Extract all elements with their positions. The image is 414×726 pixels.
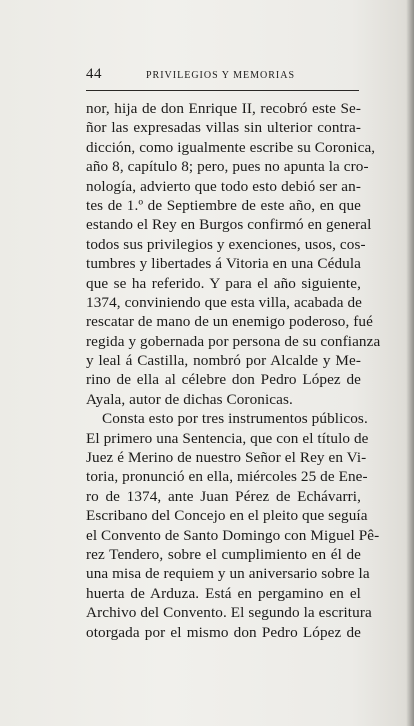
text-line: Archivo del Convento. El segundo la escritura (86, 604, 372, 622)
page-header (86, 66, 360, 86)
page-edge-shadow (406, 0, 414, 726)
text-line: rez Tendero, sobre el cumplimiento en él de (86, 545, 361, 563)
text-line: el Convento de Santo Domingo con Miguel Pê- (86, 526, 380, 544)
text-line: y leal á Castilla, nombró por Alcalde y Me- (86, 352, 361, 370)
text-line: estando el Rey en Burgos confirmó en general (86, 216, 372, 234)
text-line: toria, pronunció en ella, miércoles 25 de Ene- (86, 468, 368, 486)
text-line: tumbres y libertades á Vitoria en una Cédula (86, 255, 361, 273)
text-line: rino de ella al célebre don Pedro López de (86, 371, 361, 389)
text-line: año 8, capítulo 8; pero, pues no apunta la cro- (86, 158, 369, 176)
text-line: que se ha referido. Y para el año siguiente, (86, 274, 361, 292)
running-title: PRIVILEGIOS Y MEMORIAS (146, 70, 296, 81)
body-text (86, 99, 381, 642)
page-number: 44 (86, 66, 102, 82)
text-line: dicción, como igualmente escribe su Coronica, (86, 138, 376, 156)
text-line: Ayala, autor de dichas Coronicas. (86, 390, 293, 408)
text-line: Juez é Merino de nuestro Señor el Rey en Vi- (86, 449, 367, 467)
text-line: rescatar de mano de un enemigo poderoso, fué (86, 313, 373, 331)
header-rule (86, 90, 359, 91)
text-line: 1374, conviniendo que esta villa, acabada de (86, 293, 362, 311)
text-line: Escribano del Concejo en el pleito que seguía (86, 507, 368, 525)
text-line: una misa de requiem y un aniversario sobre la (86, 565, 370, 583)
text-line: nología, advierto que todo esto debió ser an- (86, 177, 361, 195)
text-line: ro de 1374, ante Juan Pérez de Echávarri, (86, 487, 361, 505)
text-line: huerta de Arduza. Está en pergamino en el (86, 584, 361, 602)
text-line: ñor las expresadas villas sin ulterior contra- (86, 119, 361, 137)
text-line: otorgada por el mismo don Pedro López de (86, 623, 361, 641)
text-line: todos sus privilegios y exenciones, usos, cos- (86, 235, 366, 253)
text-line: nor, hija de don Enrique II, recobró este Se- (86, 100, 361, 117)
text-line: regida y gobernada por persona de su confianza (86, 332, 381, 350)
text-line: El primero una Sentencia, que con el título de (86, 429, 369, 447)
text-line: Consta esto por tres instrumentos públicos. (102, 410, 368, 428)
text-line: tes de 1.º de Septiembre de este año, en que (86, 196, 361, 214)
